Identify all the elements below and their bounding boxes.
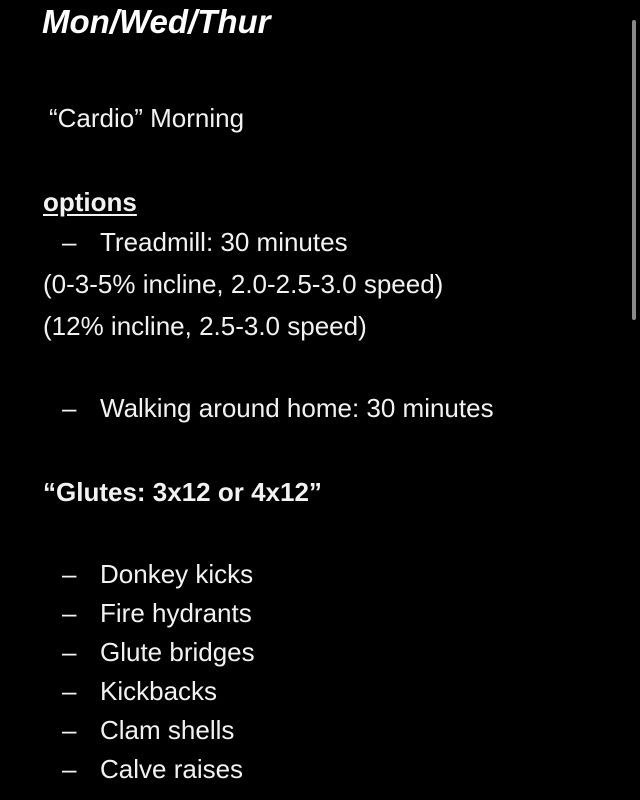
list-item-treadmill: Treadmill: 30 minutes	[100, 227, 348, 257]
list-item-walking: Walking around home: 30 minutes	[100, 393, 494, 423]
list-item-fire-hydrants: Fire hydrants	[100, 598, 252, 628]
list-item-calve-raises: Calve raises	[100, 754, 244, 784]
list-item-clam-shells: Clam shells	[100, 715, 235, 745]
bullet-dash: –	[62, 598, 77, 628]
incline-line-2: (12% incline, 2.5-3.0 speed)	[43, 311, 367, 341]
bullet-dash: –	[62, 637, 77, 667]
incline-line-1: (0-3-5% incline, 2.0-2.5-3.0 speed)	[43, 269, 444, 299]
bullet-dash: –	[62, 227, 77, 257]
note-title: Mon/Wed/Thur	[42, 3, 271, 40]
bullet-dash: –	[62, 559, 77, 589]
options-heading: options	[43, 187, 137, 217]
list-item-donkey-kicks: Donkey kicks	[100, 559, 254, 589]
vertical-scrollbar[interactable]	[632, 20, 636, 320]
bullet-dash: –	[62, 676, 77, 706]
list-item-kickbacks: Kickbacks	[100, 676, 218, 706]
bullet-dash: –	[62, 715, 77, 745]
list-item-glute-bridges: Glute bridges	[100, 637, 255, 667]
bullet-dash: –	[62, 754, 77, 784]
glutes-heading: “Glutes: 3x12 or 4x12”	[43, 477, 322, 507]
cardio-subtitle: “Cardio” Morning	[49, 103, 245, 133]
bullet-dash: –	[62, 393, 77, 423]
